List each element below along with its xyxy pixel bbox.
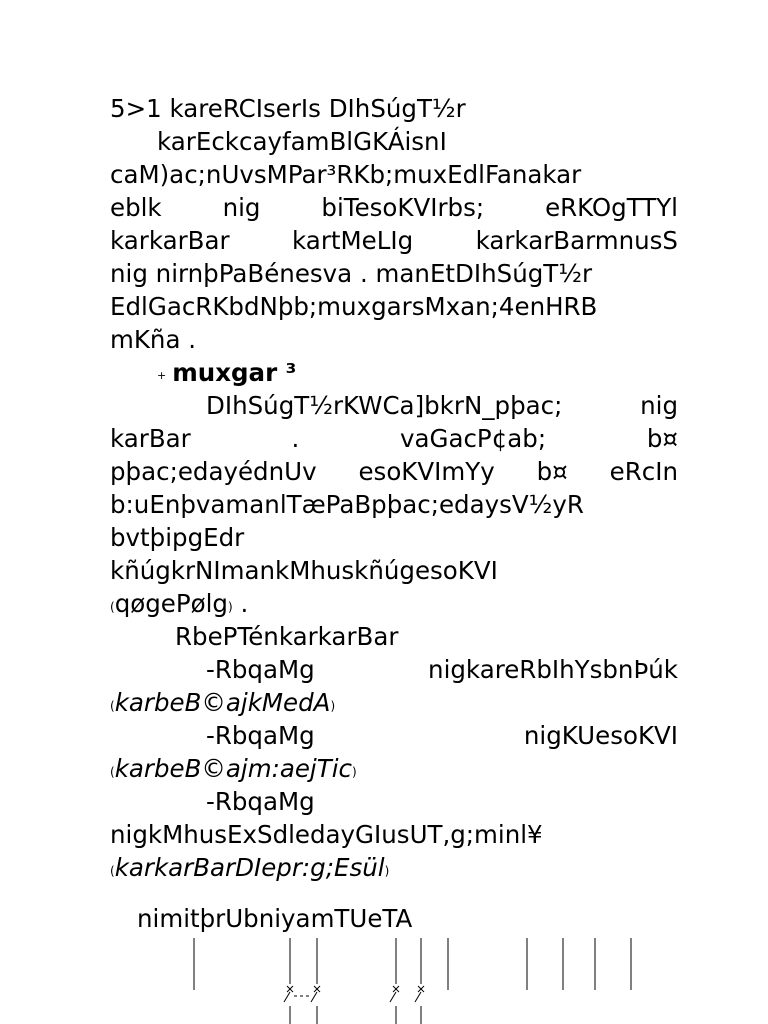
protection-note: (karbeB©ajm:aejTic) [110, 754, 357, 783]
paragraph-line: b:uEnþvamanlTæPaBpþac;edaysV½yR [110, 490, 584, 519]
paragraph-line: nig nirnþPaBénesva . manEtDIhSúgT½r [110, 259, 593, 288]
paragraph-line: EdlGacRKbdNþb;muxgarsMxan;4enHRB [110, 292, 598, 321]
switch-contact-icon [284, 986, 293, 1024]
paragraph-line: bvtþipgEdr [110, 523, 245, 552]
protection-note: (karkarBarDIepr:g;Esül) [110, 853, 390, 882]
document-body [110, 92, 678, 884]
paragraph-line: eblk nig biTesoKVIrbs; eRKOgTTYl [110, 193, 678, 222]
protection-note: (karbeB©ajkMedA) [110, 688, 336, 717]
protection-heading: RbePTénkarkarBar [175, 622, 399, 651]
protection-item-continued: nigkMhusExSdledayGIusUT,g;minl¥ [110, 820, 543, 849]
protection-item: -RbqaMg nigkareRbIhYsbnÞúk [206, 655, 678, 684]
paragraph-line: DIhSúgT½rKWCa]bkrN_pþac; nig [206, 391, 678, 420]
protection-item: -RbqaMg [206, 787, 315, 816]
switch-symbol-diagram [0, 930, 768, 1024]
switch-contact-icon [311, 986, 320, 1024]
paragraph-line: karBar . vaGacP¢ab; b¤ [110, 424, 678, 453]
section-subheading: karEckcayfamBlGKÁisnI [157, 127, 447, 156]
paragraph-line: mKña . [110, 325, 197, 354]
protection-item: -RbqaMg nigKUesoKVI [206, 721, 678, 750]
section-title: muxgar ³ [172, 358, 297, 387]
switch-contact-icon [415, 986, 424, 1024]
section-title-row [110, 356, 678, 389]
section-heading-1: 5>1 kareRCIserIs DIhSúgT½r [110, 94, 466, 123]
paragraph-line: karkarBar kartMeLIg karkarBarmnusS [110, 226, 678, 255]
bullet-icon: + [157, 369, 167, 382]
paragraph-line: caM)ac;nUvsMPar³RKb;muxEdlFanakar [110, 160, 582, 189]
paragraph-line: (qøgePølg) . [110, 589, 249, 618]
switch-contact-icon [390, 986, 399, 1024]
footer-label: nimitþrUbniyamTUeTA [137, 904, 413, 933]
paragraph-line: pþac;edayédnUv esoKVImYy b¤ eRcIn [110, 457, 678, 486]
paragraph-line: kñúgkrNImankMhuskñúgesoKVI [110, 556, 498, 585]
